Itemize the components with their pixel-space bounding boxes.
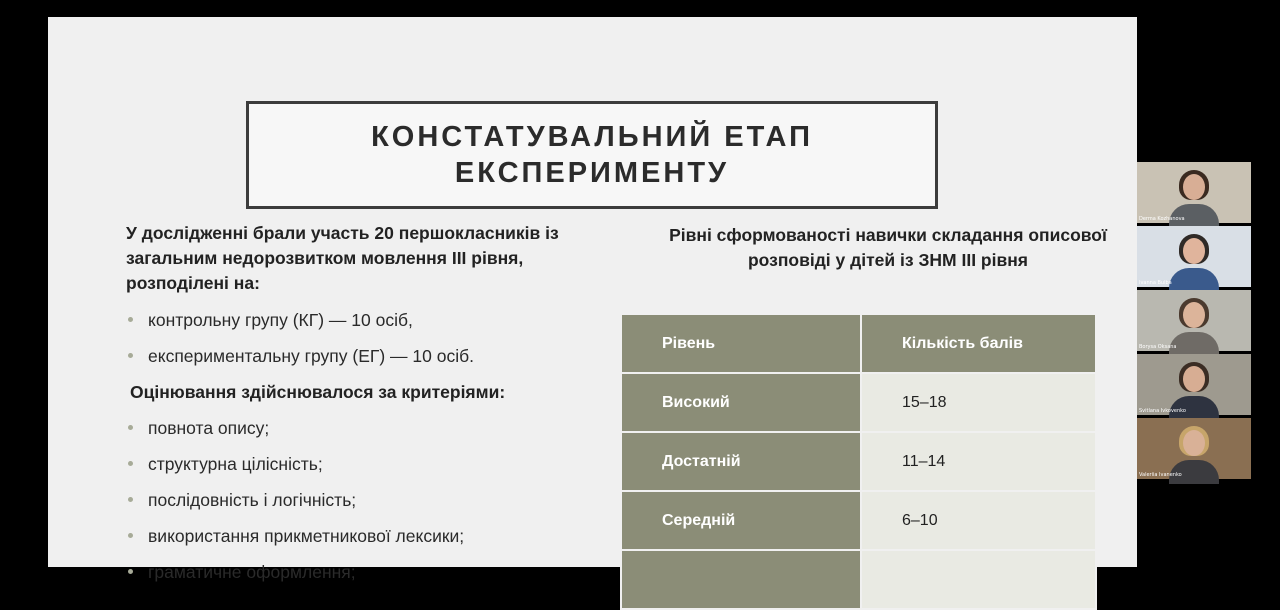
table-heading (638, 223, 1138, 273)
list-item: послідовність і логічність; (126, 482, 626, 518)
score-cell (861, 550, 1096, 609)
table-row (621, 550, 1096, 609)
intro-line-1: У дослідженні брали участь 20 першокласників із (126, 223, 559, 243)
table-row (621, 432, 1096, 491)
criteria-heading: Оцінювання здійснювалося за критеріями: (130, 382, 506, 402)
presentation-slide (48, 17, 1137, 582)
score-cell: 6–10 (861, 491, 1096, 550)
level-cell: Середній (621, 491, 861, 550)
slide-title-line-2: ЕКСПЕРИМЕНТУ (454, 157, 730, 189)
list-item: граматичне оформлення; (126, 554, 626, 590)
table-row (621, 491, 1096, 550)
person-face (1183, 174, 1205, 200)
table-heading-line-1: Рівні сформованості навички складання описової (669, 225, 1107, 245)
left-column (126, 221, 626, 590)
participant-name: Valeriia Ivanenko (1139, 472, 1182, 478)
criteria-list (126, 410, 626, 590)
participant-name: Svitlana Ivkovenko (1139, 408, 1186, 414)
score-cell: 15–18 (861, 373, 1096, 432)
participant-name: Borysa Oksana (1139, 344, 1177, 350)
intro-line-3: розподілені на: (126, 273, 260, 293)
participant-name: Ivanna Bulba (1139, 280, 1172, 286)
list-item: контрольну групу (КГ) — 10 осіб, (126, 302, 626, 338)
slide-title-line-1: КОНСТАТУВАЛЬНИЙ ЕТАП (371, 121, 813, 153)
table-row (621, 373, 1096, 432)
participant-video-tile[interactable] (1137, 162, 1251, 223)
list-item: використання прикметникової лексики; (126, 518, 626, 554)
intro-text (126, 221, 626, 296)
bullet-icon (128, 317, 133, 322)
participant-video-tile[interactable] (1137, 418, 1251, 479)
groups-list (126, 302, 626, 374)
column-header-level: Рівень (621, 314, 861, 373)
level-cell: Достатній (621, 432, 861, 491)
score-cell: 11–14 (861, 432, 1096, 491)
bullet-icon (128, 569, 133, 574)
participant-video-tile[interactable] (1137, 226, 1251, 287)
person-face (1183, 238, 1205, 264)
list-item: повнота опису; (126, 410, 626, 446)
person-face (1183, 302, 1205, 328)
bullet-icon (128, 461, 133, 466)
intro-line-2: загальним недорозвитком мовлення ІІІ рівня, (126, 248, 524, 268)
participant-video-strip (1137, 162, 1251, 482)
participant-name: Derma Kozhanova (1139, 216, 1185, 222)
person-shoulders (1169, 332, 1219, 356)
bullet-icon (128, 533, 133, 538)
bullet-icon (128, 425, 133, 430)
slide-title-box (246, 101, 938, 209)
table-heading-line-2: розповіді у дітей із ЗНМ ІІІ рівня (747, 250, 1029, 270)
level-cell: Високий (621, 373, 861, 432)
column-header-score: Кількість балів (861, 314, 1096, 373)
person-face (1183, 430, 1205, 456)
person-face (1183, 366, 1205, 392)
bullet-icon (128, 353, 133, 358)
list-item: експериментальну групу (ЕГ) — 10 осіб. (126, 338, 626, 374)
table-header-row (621, 314, 1096, 373)
participant-video-tile[interactable] (1137, 354, 1251, 415)
bullet-icon (128, 497, 133, 502)
list-item: структурна цілісність; (126, 446, 626, 482)
levels-table (620, 313, 1097, 610)
person-shoulders (1169, 268, 1219, 292)
participant-video-tile[interactable] (1137, 290, 1251, 351)
level-cell (621, 550, 861, 609)
